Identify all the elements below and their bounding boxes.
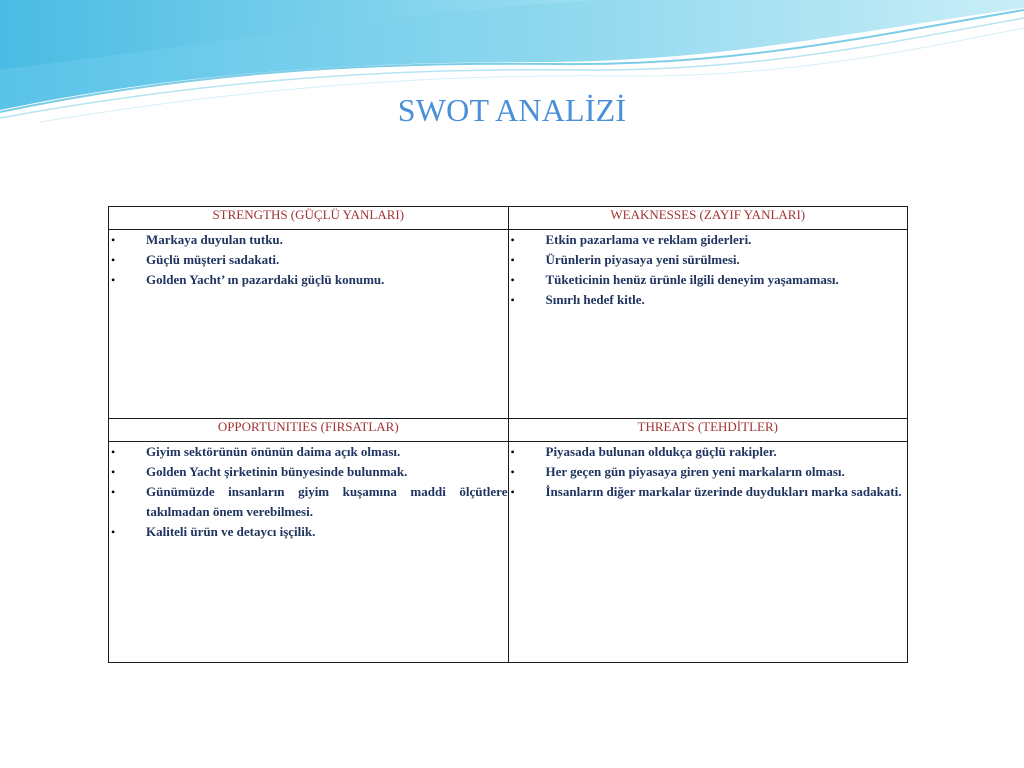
list-item <box>109 442 508 462</box>
list-item <box>109 230 508 250</box>
weaknesses-heading: WEAKNESSES (ZAYIF YANLARI) <box>508 207 908 230</box>
strengths-heading: STRENGTHS (GÜÇLÜ YANLARI) <box>109 207 509 230</box>
opportunities-list <box>109 442 508 542</box>
list-item-text: Kaliteli ürün ve detaycı işçilik. <box>146 524 316 539</box>
bullet-icon: • <box>111 525 116 539</box>
list-item-text: Günümüzde insanların giyim kuşamına maddi ölçütlere takılmadan önem verebilmesi. <box>146 484 508 519</box>
bullet-icon: • <box>510 273 515 287</box>
bullet-icon: • <box>111 253 116 267</box>
bullet-icon: • <box>510 485 515 499</box>
weaknesses-list <box>509 230 908 310</box>
list-item <box>509 442 908 462</box>
list-item <box>109 462 508 482</box>
swot-body-row <box>109 442 908 663</box>
list-item-text: Tüketicinin henüz ürünle ilgili deneyim yaşamaması. <box>545 272 839 287</box>
bullet-icon: • <box>111 465 116 479</box>
list-item <box>109 250 508 270</box>
bullet-icon: • <box>111 485 116 499</box>
list-item-text: Güçlü müşteri sadakati. <box>146 252 280 267</box>
list-item <box>509 290 908 310</box>
list-item <box>509 230 908 250</box>
page-title: SWOT ANALİZİ <box>397 92 627 128</box>
bullet-icon: • <box>510 293 515 307</box>
list-item-text: Her geçen gün piyasaya giren yeni markaların olması. <box>545 464 845 479</box>
list-item-text: Giyim sektörünün önünün daima açık olması. <box>146 444 401 459</box>
strengths-list <box>109 230 508 290</box>
bullet-icon: • <box>111 445 116 459</box>
list-item-text: İnsanların diğer markalar üzerinde duydukları marka sadakati. <box>545 484 902 499</box>
strengths-cell <box>109 230 509 419</box>
threats-heading: THREATS (TEHDİTLER) <box>508 419 908 442</box>
list-item <box>509 462 908 482</box>
list-item-text: Etkin pazarlama ve reklam giderleri. <box>545 232 752 247</box>
bullet-icon: • <box>111 273 116 287</box>
bullet-icon: • <box>510 465 515 479</box>
weaknesses-cell <box>508 230 908 419</box>
opportunities-cell <box>109 442 509 663</box>
list-item-text: Golden Yacht şirketinin bünyesinde bulunmak. <box>146 464 408 479</box>
list-item-text: Ürünlerin piyasaya yeni sürülmesi. <box>545 252 740 267</box>
list-item <box>509 482 908 502</box>
list-item-text: Golden Yacht’ ın pazardaki güçlü konumu. <box>146 272 385 287</box>
list-item <box>109 522 508 542</box>
list-item-text: Markaya duyulan tutku. <box>146 232 283 247</box>
list-item <box>109 270 508 290</box>
swot-table <box>108 206 908 663</box>
swot-body-row <box>109 230 908 419</box>
opportunities-heading: OPPORTUNITIES (FIRSATLAR) <box>109 419 509 442</box>
threats-list <box>509 442 908 502</box>
bullet-icon: • <box>510 253 515 267</box>
list-item <box>509 270 908 290</box>
bullet-icon: • <box>510 233 515 247</box>
list-item-text: Piyasada bulunan oldukça güçlü rakipler. <box>545 444 777 459</box>
list-item <box>109 482 508 522</box>
list-item-text: Sınırlı hedef kitle. <box>545 292 645 307</box>
bullet-icon: • <box>111 233 116 247</box>
list-item <box>509 250 908 270</box>
threats-cell <box>508 442 908 663</box>
swot-header-row <box>109 419 908 442</box>
swot-header-row <box>109 207 908 230</box>
bullet-icon: • <box>510 445 515 459</box>
